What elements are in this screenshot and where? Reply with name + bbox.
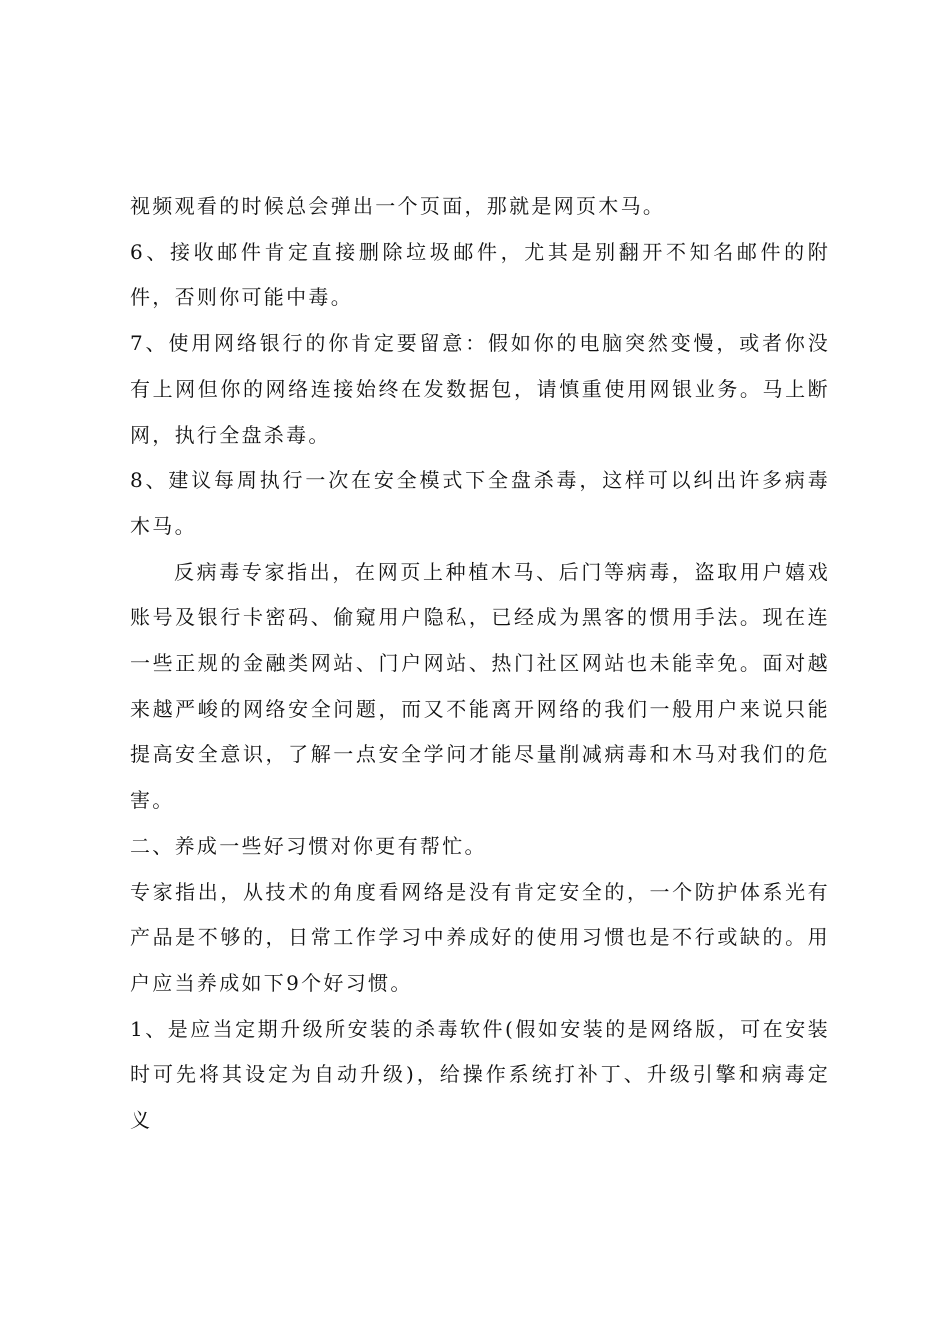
paragraph-item-8-safe-mode-scan: 8、建议每周执行一次在安全模式下全盘杀毒，这样可以纠出许多病毒木马。 xyxy=(130,468,830,538)
paragraph-item-7-online-banking: 7、使用网络银行的你肯定要留意：假如你的电脑突然变慢，或者你没有上网但你的网络连接始终在发数据包，请慎重使用网银业务。马上断网，执行全盘杀毒。 xyxy=(130,331,830,447)
paragraph-item-6-email: 6、接收邮件肯定直接删除垃圾邮件，尤其是别翻开不知名邮件的附件，否则你可能中毒。 xyxy=(130,239,830,310)
paragraph-expert-habits: 专家指出，从技术的角度看网络是没有肯定安全的，一个防护体系光有产品是不够的，日常工作学习中养成好的使用习惯也是不行或缺的。用户应当养成如下9个好习惯。 xyxy=(130,879,830,995)
section-heading-good-habits: 二、养成一些好习惯对你更有帮忙。 xyxy=(130,833,487,858)
paragraph-habit-1-update-antivirus: 1、是应当定期升级所安装的杀毒软件(假如安装的是网络版，可在安装时可先将其设定为自动升级)，给操作系统打补丁、升级引擎和病毒定义 xyxy=(130,1016,830,1133)
paragraph-video-continuation: 视频观看的时候总会弹出一个页面，那就是网页木马。 xyxy=(130,194,666,218)
document-body xyxy=(130,184,830,1144)
paragraph-antivirus-expert: 反病毒专家指出，在网页上种植木马、后门等病毒，盗取用户嬉戏账号及银行卡密码、偷窥用户隐私，已经成为黑客的惯用手法。现在连一些正规的金融类网站、门户网站、热门社区网站也未能幸免。面对越来越严峻的网络安全问题，而又不能离开网络的我们一般用户来说只能提高安全意识，了解一点安全学问才能尽量削减病毒和木马对我们的危害。 xyxy=(130,559,830,813)
